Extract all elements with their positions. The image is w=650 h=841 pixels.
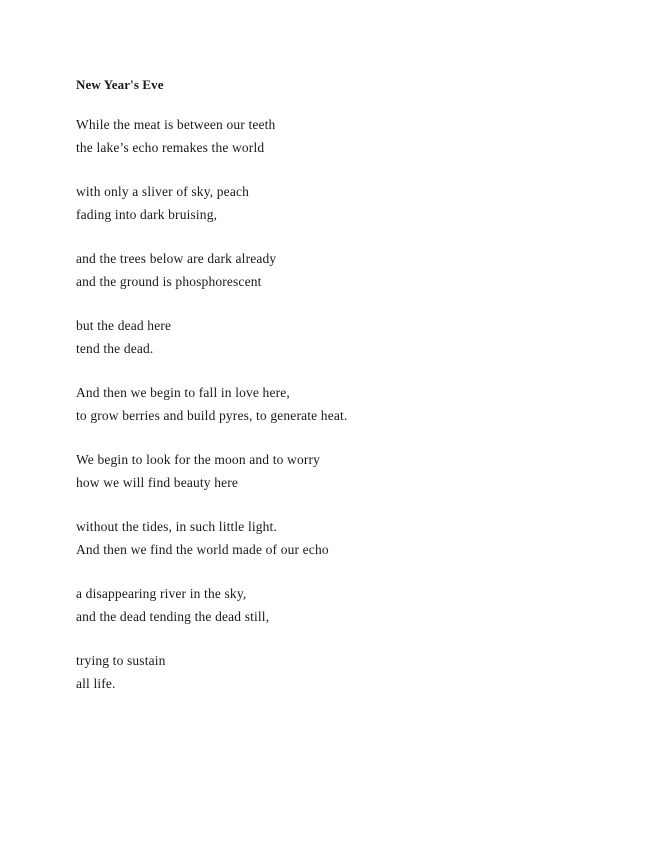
poem-line: with only a sliver of sky, peach <box>76 184 250 199</box>
stanza <box>76 114 596 159</box>
poem-line: to grow berries and build pyres, to generate heat. <box>76 407 348 423</box>
poem-line: and the dead tending the dead still, <box>76 608 270 624</box>
poem-line: without the tides, in such little light. <box>76 519 277 534</box>
poem-line: the lake’s echo remakes the world <box>76 139 265 155</box>
stanza <box>76 181 596 226</box>
stanza <box>76 516 596 561</box>
stanza <box>76 315 596 360</box>
poem-line: but the dead here <box>76 318 172 333</box>
stanza <box>76 248 596 293</box>
poem-line: and the ground is phosphorescent <box>76 273 262 289</box>
poem-line: fading into dark bruising, <box>76 206 218 222</box>
poem-line: and the trees below are dark already <box>76 251 277 266</box>
poem-line: tend the dead. <box>76 340 154 356</box>
stanza <box>76 382 596 427</box>
poem-line: trying to sustain <box>76 653 166 668</box>
stanza <box>76 449 596 494</box>
stanza <box>76 650 596 695</box>
poem-line: We begin to look for the moon and to worry <box>76 452 321 467</box>
poem-line: a disappearing river in the sky, <box>76 586 247 601</box>
poem-line: And then we find the world made of our echo <box>76 541 329 557</box>
stanza <box>76 583 596 628</box>
poem-body <box>76 114 596 717</box>
poem-line: how we will find beauty here <box>76 474 239 490</box>
poem-line: all life. <box>76 675 116 691</box>
poem-line: While the meat is between our teeth <box>76 117 276 132</box>
poem-line: And then we begin to fall in love here, <box>76 385 290 400</box>
poem-title: New Year's Eve <box>76 77 164 92</box>
